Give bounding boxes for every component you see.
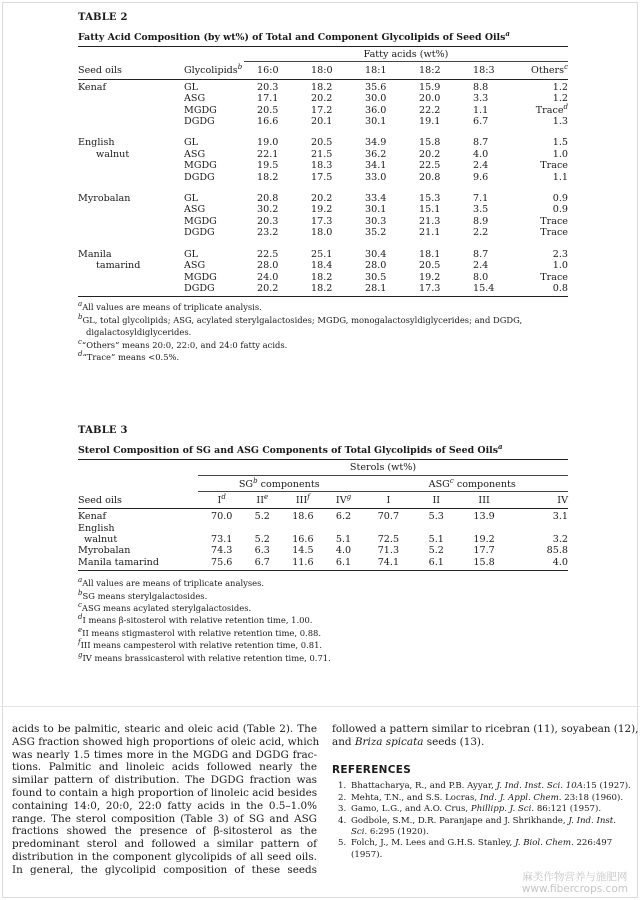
col-header-asg-sterol: IV [557, 494, 568, 506]
table-row [78, 137, 568, 148]
cell-value: 6.1 [335, 556, 352, 568]
cell-value: 20.2 [311, 193, 333, 205]
body-text-left-column [12, 723, 320, 877]
cell-value: 14.5 [292, 545, 314, 557]
table-2-footnotes [78, 301, 568, 363]
cell-value: 5.1 [428, 534, 444, 546]
cell-value: 17.5 [311, 171, 333, 183]
glycolipid-name: DGDG [184, 227, 215, 239]
cell-value: 18.2 [311, 271, 333, 283]
seed-oil-name [78, 105, 164, 116]
col-header-acid: 18:1 [365, 65, 387, 77]
cell-value: 33.4 [365, 193, 387, 205]
table-row [78, 105, 568, 116]
cell-value: 18.0 [311, 227, 333, 239]
body-text-line: distribution in the component glycolipids of all seed oils. [12, 850, 317, 863]
reference-number: 3. [338, 804, 347, 815]
cell-value: 15.8 [419, 137, 441, 149]
seed-oil-name [78, 272, 164, 283]
cell-value: 20.2 [419, 148, 441, 160]
cell-value: 2.2 [473, 227, 489, 239]
cell-value: 6.7 [473, 116, 489, 128]
glycolipid-name: MGDG [184, 215, 217, 227]
seed-oil-name: walnut [96, 148, 130, 160]
seed-oil-name [78, 227, 164, 238]
cell-value: 17.1 [257, 93, 279, 105]
cell-value: 6.7 [254, 556, 270, 568]
cell-value: 5.2 [254, 511, 270, 523]
col-header-asg-sterol: III [478, 494, 490, 506]
cell-value: 70.0 [211, 511, 233, 523]
table-row [78, 557, 568, 571]
cell-value: 70.7 [377, 511, 400, 523]
sterols-group-header: Sterols (wt%) [198, 460, 568, 476]
cell-value: 15.8 [473, 556, 495, 568]
cell-value: 8.8 [473, 81, 489, 93]
journal-name: J. Ind. Inst. [568, 815, 616, 826]
seed-oil-name [78, 160, 164, 171]
cell-value: 21.3 [419, 215, 441, 227]
cell-value: 5.2 [254, 534, 270, 546]
footnote-mark: c [78, 337, 82, 346]
seed-oil-name [78, 216, 164, 227]
cell-value: 30.1 [365, 116, 387, 128]
body-text-line: and Briza spicata seeds (13). [332, 735, 485, 748]
cell-value: 20.5 [419, 260, 441, 272]
cell-value: 2.4 [473, 260, 489, 272]
cell-value: 16.6 [257, 116, 279, 128]
seed-oil-name: Manila tamarind [78, 556, 159, 568]
cell-value: 35.6 [365, 81, 387, 93]
cell-value: 2.4 [473, 160, 489, 172]
cell-value: 21.5 [311, 148, 333, 160]
cell-value: 33.0 [365, 171, 387, 183]
cell-value: 20.2 [257, 282, 279, 294]
cell-value: 74.3 [211, 545, 233, 557]
glycolipid-name: MGDG [184, 160, 217, 172]
cell-value: 22.5 [419, 160, 441, 172]
table-row [78, 93, 568, 104]
glycolipid-name: GL [184, 81, 199, 93]
table-row [78, 149, 568, 160]
cell-value: 19.2 [419, 271, 441, 283]
footnote-mark: b [78, 588, 83, 597]
cell-value: 16.6 [292, 534, 314, 546]
table-row [78, 272, 568, 283]
cell-value-others: 2.3 [552, 248, 568, 260]
cell-value: 19.2 [311, 204, 333, 216]
col-header-others: Others$^c$ [530, 63, 568, 77]
seed-oil-name: Kenaf [78, 511, 107, 523]
glycolipid-name: GL [184, 137, 199, 149]
footnote: $^g$IV means brassicasterol with relative retention time, 0.71. [78, 650, 331, 663]
body-text-line: found to contain a high proportion of linoleic acid besides [12, 786, 318, 799]
cell-value: 15.3 [419, 193, 441, 205]
cell-value: 28.1 [365, 282, 387, 294]
cell-value: 18.3 [311, 160, 333, 172]
cell-value: 73.1 [211, 534, 233, 546]
cell-value: 7.1 [473, 193, 489, 205]
cell-value: 30.0 [365, 93, 387, 105]
cell-value: 30.4 [365, 248, 387, 260]
cell-value: 24.0 [257, 271, 279, 283]
table-3-title [78, 441, 568, 456]
cell-value: 18.1 [419, 248, 441, 260]
table-3-footnotes [78, 577, 568, 664]
cell-value: 30.5 [365, 271, 387, 283]
cell-value: 75.6 [211, 556, 233, 568]
table-row [78, 116, 568, 127]
cell-value: 6.3 [254, 545, 270, 557]
body-text-line: ASG fraction showed high proportions of oleic acid, which [12, 735, 320, 748]
cell-value: 20.8 [419, 171, 441, 183]
col-header-sg-sterol: $IV^g$ [335, 492, 352, 506]
cell-value: 19.5 [257, 160, 279, 172]
cell-value-others: 1.1 [552, 171, 568, 183]
footnote-mark: c [78, 601, 82, 610]
reference-item: 5. Folch, J., M. Lees and G.H.S. Stanley, J. Biol. Chem. 226:497 [338, 838, 613, 849]
cell-value-others: 1.5 [552, 137, 568, 149]
cell-value: 28.0 [365, 260, 387, 272]
cell-value: 17.3 [311, 215, 333, 227]
cell-value: 8.9 [473, 215, 489, 227]
footnote: $^d$“Trace” means <0.5%. [78, 350, 180, 362]
cell-value: 3.2 [552, 534, 568, 546]
watermark-line-1: 麻类作物营养与施肥网 [522, 871, 628, 883]
cell-value: 25.1 [311, 248, 333, 260]
seed-oil-name: English [78, 522, 115, 534]
glycolipid-name: ASG [184, 260, 206, 272]
reference-item-continued: Sci. 6:295 (1920). [351, 827, 429, 838]
cell-value: 19.1 [419, 116, 441, 128]
cell-value-others: 0.9 [552, 204, 568, 216]
table-row [78, 249, 568, 260]
reference-item: 1. Bhattacharya, R., and P.B. Ayyar, J. Ind. Inst. Sci. 10A:15 (1927). [338, 781, 631, 792]
journal-name: Phillipp. J. Sci. [470, 804, 535, 815]
reference-item-continued: (1957). [351, 849, 383, 860]
body-text-right-column [332, 723, 639, 861]
cell-value: 20.2 [311, 93, 333, 105]
cell-value: 8.7 [473, 248, 489, 260]
seed-oil-name: Kenaf [78, 81, 107, 93]
glycolipid-name: ASG [184, 93, 206, 105]
cell-value-others: 1.0 [552, 260, 568, 272]
watermark [522, 871, 628, 895]
footnote: $^d$I means β-sitosterol with relative retention time, 1.00. [78, 613, 313, 626]
col-header-acid: 18:2 [419, 65, 441, 77]
body-text-line: In general, the glycolipid composition of these seeds [12, 863, 317, 876]
cell-value: 20.5 [257, 104, 279, 116]
glycolipid-name: DGDG [184, 171, 215, 183]
cell-value: 30.3 [365, 215, 387, 227]
footnote-mark: a [505, 28, 510, 38]
footnote-mark: d [78, 613, 83, 622]
table-3-title-text: Sterol Composition of SG and ASG Components of Total Glycolipids of Seed Oils [78, 445, 498, 456]
body-text-line: followed a pattern similar to ricebran (11), soyabean (12), [332, 723, 639, 735]
glycolipid-name: ASG [184, 148, 206, 160]
cell-value: 72.5 [377, 534, 400, 546]
footnote: $^a$All values are means of triplicate analyses. [78, 576, 265, 589]
col-header-seed-oils: Seed oils [78, 494, 122, 506]
footnote: $^b$SG means sterylgalactosides. [78, 588, 208, 601]
footnote-mark: d [78, 350, 83, 359]
table-row [78, 193, 568, 204]
cell-value: 8.7 [473, 137, 489, 149]
glycolipid-name: GL [184, 193, 199, 205]
cell-value-others: Trace$^d$ [535, 102, 568, 116]
cell-value: 1.1 [473, 104, 489, 116]
cell-value-others: Trace [540, 160, 568, 172]
species-name: Briza spicata [354, 735, 424, 748]
glycolipid-name: MGDG [184, 271, 217, 283]
cell-value: 19.0 [257, 137, 279, 149]
cell-value: 4.0 [552, 556, 568, 568]
footnote: $^c$“Others” means 20:0, 22:0, and 24:0 fatty acids. [78, 337, 288, 350]
reference-item: 2. Mehta, T.N., and S.S. Locras, Ind. J. Appl. Chem. 23:18 (1960). [338, 792, 624, 803]
cell-value: 13.9 [473, 511, 495, 523]
cell-value: 18.2 [311, 81, 333, 93]
table-2 [78, 12, 568, 363]
footnote: $^a$All values are means of triplicate analysis. [78, 300, 262, 313]
cell-value-others: 1.0 [552, 148, 568, 160]
reference-item: 4. Godbole, S.M., D.R. Paranjape and J. Shrikhande, J. Ind. Inst. [338, 815, 616, 826]
cell-value: 4.0 [335, 545, 352, 557]
table-row [78, 545, 568, 556]
seed-oil-name: Myrobalan [78, 193, 131, 205]
table-row [78, 160, 568, 171]
fatty-acids-group-header: Fatty acids (wt%) [244, 47, 568, 62]
cell-value: 23.2 [257, 227, 279, 239]
col-header-sg-sterol: III$^f$ [295, 492, 310, 506]
cell-value: 34.1 [365, 160, 387, 172]
footnote-mark: e [78, 626, 83, 635]
cell-value: 21.1 [419, 227, 441, 239]
cell-value: 85.8 [546, 545, 568, 557]
cell-value-others: Trace [540, 215, 568, 227]
table-row [78, 260, 568, 271]
seed-oil-name [78, 172, 164, 183]
table-row [78, 283, 568, 297]
seed-oil-name: Myrobalan [78, 545, 131, 557]
sg-components-header: $SG^b$ components [198, 476, 360, 491]
col-header-asg-sterol: II [432, 494, 441, 506]
fatty-acid-table [78, 46, 568, 297]
seed-oil-name: English [78, 137, 115, 149]
cell-value: 9.6 [473, 171, 489, 183]
col-header-asg-sterol: I [386, 494, 391, 506]
cell-value: 30.2 [257, 204, 279, 216]
col-header-acid: 18:3 [473, 65, 495, 77]
body-text-line: fractions showed the presence of β-sitosterol as the [12, 825, 317, 838]
col-header-acid: 16:0 [257, 65, 279, 77]
reference-number: 1. [338, 781, 347, 792]
cell-value: 8.0 [473, 271, 489, 283]
glycolipid-name: DGDG [184, 116, 215, 128]
cell-value: 17.2 [311, 104, 333, 116]
body-text-line: tions. Palmitic and linoleic acids followed nearly the [12, 761, 317, 774]
cell-value: 18.2 [257, 171, 279, 183]
table-row [78, 523, 568, 534]
footnote-mark: f [78, 638, 81, 647]
body-text-line: similar pattern of distribution. The DGDG fraction was [12, 774, 317, 787]
cell-value: 20.0 [419, 93, 441, 105]
cell-value: 17.3 [419, 282, 441, 294]
table-row [78, 79, 568, 93]
cell-value: 20.5 [311, 137, 333, 149]
cell-value: 15.9 [419, 81, 441, 93]
cell-value: 34.9 [365, 137, 387, 149]
cell-value: 3.5 [473, 204, 489, 216]
glycolipid-name: ASG [184, 204, 206, 216]
cell-value: 5.3 [428, 511, 444, 523]
cell-value: 30.1 [365, 204, 387, 216]
table-3-label: TABLE 3 [78, 425, 128, 436]
footnote: $^f$III means campesterol with relative retention time, 0.81. [78, 638, 323, 651]
table-2-label: TABLE 2 [78, 12, 128, 23]
asg-components-header: ASG$^c$ components [360, 476, 568, 491]
seed-oil-name: walnut [84, 534, 118, 546]
table-row [78, 204, 568, 215]
reference-item: 3. Gamo, L.G., and A.O. Crus, Phillipp. J. Sci. 86:121 (1957). [338, 804, 602, 815]
references-list [332, 781, 632, 861]
section-divider [0, 706, 640, 707]
cell-value: 6.1 [428, 556, 444, 568]
footnote-mark: g [78, 650, 83, 659]
col-header-seed-oils: Seed oils [78, 65, 122, 77]
body-text-line: range. The sterol composition (Table 3) of SG and ASG [12, 812, 317, 825]
body-text-line: predominant sterol and followed a similar pattern of [12, 838, 317, 851]
cell-value: 20.3 [257, 81, 279, 93]
cell-value: 20.3 [257, 215, 279, 227]
cell-value: 18.6 [292, 511, 314, 523]
footnote-mark: a [498, 441, 503, 451]
cell-value: 36.0 [365, 104, 387, 116]
body-text-line: acids to be palmitic, stearic and oleic acid (Table 2). The [12, 723, 317, 735]
reference-number: 4. [338, 815, 347, 826]
body-text-line: containing 14:0, 20:0, 22:0 fatty acids in the 0.5–1.0% [12, 799, 317, 812]
table-row [78, 227, 568, 238]
table-row [78, 216, 568, 227]
cell-value: 20.8 [257, 193, 279, 205]
cell-value-others: Trace [540, 227, 568, 239]
table-3 [78, 425, 568, 664]
journal-name: J. Biol. Chem. [514, 838, 574, 849]
cell-value: 28.0 [257, 260, 279, 272]
glycolipid-name: MGDG [184, 104, 217, 116]
cell-value: 18.2 [311, 282, 333, 294]
seed-oil-name [78, 116, 164, 127]
col-header-sg-sterol: IIe [256, 492, 269, 506]
footnote-mark: a [78, 300, 83, 309]
reference-number: 2. [338, 792, 347, 803]
cell-value: 3.3 [473, 93, 489, 105]
cell-value: 4.0 [473, 148, 489, 160]
cell-value: 22.5 [257, 248, 279, 260]
cell-value: 18.4 [311, 260, 333, 272]
cell-value: 15.4 [473, 282, 495, 294]
cell-value: 22.1 [257, 148, 279, 160]
glycolipid-name: DGDG [184, 282, 215, 294]
cell-value-others: 0.8 [552, 282, 568, 294]
seed-oil-name [78, 283, 164, 297]
col-header-sg-sterol: $I^d$ [217, 492, 226, 506]
cell-value-others: 1.2 [552, 81, 568, 93]
cell-value: 11.6 [292, 556, 314, 568]
cell-value-others: 0.9 [552, 193, 568, 205]
cell-value-others: 1.3 [552, 116, 568, 128]
seed-oil-name: Manila [78, 248, 112, 260]
references-heading: REFERENCES [332, 763, 412, 776]
seed-oil-name: tamarind [96, 260, 141, 272]
footnote: $^b$GL, total glycolipids; ASG, acylated sterylgalactosides; MGDG, monogalactosyldiglycerides; and DGDG, [78, 312, 523, 325]
glycolipid-name: GL [184, 248, 199, 260]
cell-value-others: 1.2 [552, 93, 568, 105]
table-row [78, 172, 568, 183]
cell-value: 36.2 [365, 148, 387, 160]
footnote-mark: b [78, 312, 83, 321]
cell-value: 22.2 [419, 104, 441, 116]
col-header-glycolipids: Glycolipids$^b$ [184, 62, 243, 77]
watermark-line-2: www.fibercrops.com [521, 883, 628, 895]
cell-value: 35.2 [365, 227, 387, 239]
cell-value: 5.1 [335, 534, 352, 546]
cell-value: 3.1 [552, 511, 568, 523]
body-text-line: was nearly 1.5 times more in the MGDG and DGDG frac- [12, 748, 317, 761]
table-2-title-text: Fatty Acid Composition (by wt%) of Total and Component Glycolipids of Seed Oils [78, 32, 506, 43]
reference-number: 5. [338, 838, 347, 849]
cell-value: 20.1 [311, 116, 333, 128]
cell-value: 19.2 [473, 534, 495, 546]
cell-value: 71.3 [377, 545, 400, 557]
footnote: $^c$ASG means acylated sterylgalactosides. [78, 601, 252, 614]
footnote: digalactosyldiglycerides. [86, 327, 192, 338]
seed-oil-name [78, 204, 164, 215]
cell-value: 74.1 [377, 556, 400, 568]
table-row [78, 509, 568, 523]
table-row [78, 534, 568, 545]
sterol-table [78, 459, 568, 571]
footnote-mark: a [78, 576, 83, 585]
table-2-title [78, 28, 568, 43]
cell-value-others: Trace [540, 271, 568, 283]
journal-name: J. Ind. Inst. Sci. 10A [496, 781, 583, 792]
col-header-acid: 18:0 [311, 65, 333, 77]
cell-value: 6.2 [335, 511, 352, 523]
footnote: $^e$II means stigmasterol with relative retention time, 0.88. [78, 626, 322, 638]
cell-value: 15.1 [419, 204, 441, 216]
seed-oil-name [78, 93, 164, 104]
cell-value: 17.7 [473, 545, 495, 557]
journal-name: Ind. J. Appl. Chem. [479, 792, 562, 803]
cell-value: 5.2 [428, 545, 444, 557]
